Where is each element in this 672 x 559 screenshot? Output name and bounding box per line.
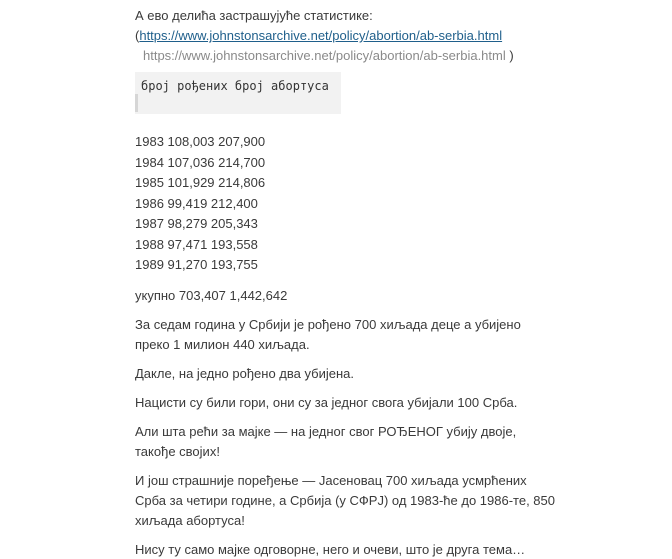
paragraph: Дакле, на једно рођено два убијена. — [135, 365, 354, 381]
stats-row: 1983 108,003 207,900 — [135, 134, 266, 149]
stats-row: 1987 98,279 205,343 — [135, 216, 258, 231]
stats-total: укупно 703,407 1,442,642 — [135, 287, 288, 303]
stats-row: 1986 99,419 212,400 — [135, 195, 258, 211]
stats-row: 1989 91,270 193,755 — [135, 257, 258, 272]
code-header: број рођених број абортуса — [141, 79, 329, 93]
stats-list — [135, 132, 655, 276]
paragraph: Али шта рећи за мајке — на једног свог РОЂЕНОГ убију двоје, такође својих! — [135, 423, 517, 459]
stats-row: 1984 107,036 214,700 — [135, 154, 266, 170]
paragraph: Нису ту само мајке одговорне, него и очеви, што је друга тема… — [135, 541, 526, 557]
intro-text: А ево делића застрашујуће статистике: — [135, 8, 373, 23]
source-link-line — [135, 26, 655, 46]
source-link[interactable]: https://www.johnstonsarchive.net/policy/abortion/ab-serbia.html — [139, 28, 503, 43]
stats-row: 1985 101,929 214,806 — [135, 175, 266, 190]
source-url-text: https://www.johnstonsarchive.net/policy/abortion/ab-serbia.html — [143, 48, 506, 63]
source-url-line — [135, 46, 655, 66]
code-block — [135, 72, 341, 114]
stats-row: 1988 97,471 193,558 — [135, 236, 258, 252]
post-content — [135, 6, 655, 559]
paragraph: За седам година у Србији је рођено 700 хиљада деце а убијено преко 1 милион 440 хиљада. — [135, 316, 521, 352]
open-paren: ( — [135, 28, 140, 43]
paragraph: И још страшније поређење — Јасеновац 700 хиљада усмрћених Срба за четири године, а Србија (у СФРЈ) од 1983-ће до 1986-те, 850 хиљада абортуса! — [135, 472, 555, 528]
code-scrollbar[interactable] — [135, 94, 138, 112]
paragraph: Нацисти су били гори, они су за једног свога убијали 100 Срба. — [135, 394, 518, 410]
close-paren: ) — [509, 48, 514, 63]
